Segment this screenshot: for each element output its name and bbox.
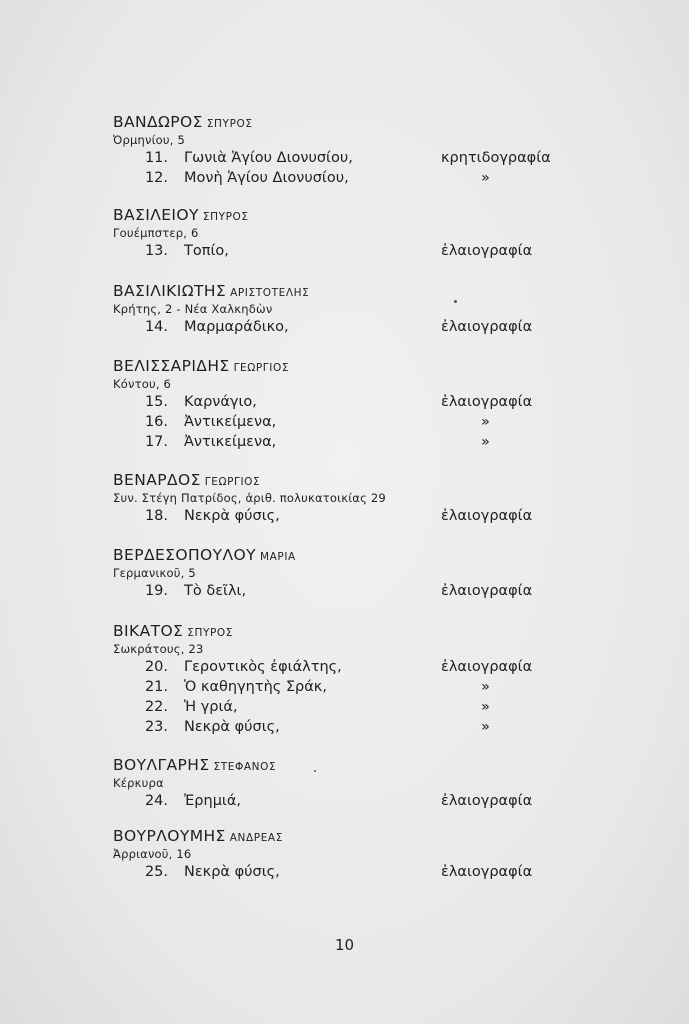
- work-number: 22.: [144, 699, 168, 715]
- work-title: Μαρμαράδικο,: [184, 319, 289, 335]
- artist-surname: ΒΑΣΙΛΕΙΟΥ: [113, 206, 199, 224]
- artist-first-name: ΜΑΡΙΑ: [259, 551, 296, 563]
- artist-address: Κόντου, 6: [113, 377, 172, 391]
- artist-name: [113, 113, 563, 133]
- work-technique: ἐλαιογραφία: [441, 394, 533, 410]
- artist-name: [113, 622, 563, 642]
- work-technique: ἐλαιογραφία: [441, 659, 533, 675]
- artist-address: Συν. Στέγη Πατρίδος, ἀριθ. πολυκατοικίας 29: [113, 491, 386, 505]
- work-title: Γεροντικὸς ἐφιάλτης,: [184, 659, 342, 675]
- scan-speck: [314, 770, 316, 772]
- artist-entry: [113, 206, 563, 261]
- artist-entry: [113, 756, 563, 811]
- artist-first-name: ΣΤΕΦΑΝΟΣ: [213, 761, 277, 773]
- artist-surname: ΒΑΝΔΩΡΟΣ: [113, 113, 203, 131]
- work-item: [113, 657, 563, 677]
- work-item: [113, 717, 563, 737]
- work-number: 15.: [144, 394, 168, 410]
- artist-surname: ΒΟΥΡΛΟΥΜΗΣ: [113, 827, 226, 845]
- work-item: [113, 168, 563, 188]
- work-technique-ditto: »: [481, 679, 490, 695]
- scan-speck: [454, 300, 457, 303]
- artist-first-name: ΓΕΩΡΓΙΟΣ: [233, 362, 290, 374]
- work-technique: ἐλαιογραφία: [441, 793, 533, 809]
- artist-entry: [113, 622, 563, 737]
- work-number: 21.: [144, 679, 168, 695]
- artist-entry: [113, 546, 563, 601]
- artist-surname: ΒΟΥΛΓΑΡΗΣ: [113, 756, 210, 774]
- artist-name: [113, 357, 563, 377]
- artist-name: [113, 206, 563, 226]
- work-technique: ἐλαιογραφία: [441, 583, 533, 599]
- artist-address: Σωκράτους, 23: [113, 642, 204, 656]
- work-number: 20.: [144, 659, 168, 675]
- artist-entry: [113, 827, 563, 882]
- work-technique: ἐλαιογραφία: [441, 243, 533, 259]
- work-number: 13.: [144, 243, 168, 259]
- artist-address: Κέρκυρα: [113, 776, 164, 790]
- artist-first-name: ΣΠΥΡΟΣ: [206, 118, 253, 130]
- work-technique-ditto: »: [481, 170, 490, 186]
- artist-surname: ΒΕΛΙΣΣΑΡΙΔΗΣ: [113, 357, 230, 375]
- artist-first-name: ΑΝΔΡΕΑΣ: [229, 832, 283, 844]
- artist-address: Γερμανικοῦ, 5: [113, 566, 196, 580]
- work-number: 18.: [144, 508, 168, 524]
- artist-address: Κρήτης, 2 - Νέα Χαλκηδὼν: [113, 302, 273, 316]
- work-number: 23.: [144, 719, 168, 735]
- artist-address: Ὀρμηνίου, 5: [113, 133, 185, 147]
- artist-address: Γουέμπστερ, 6: [113, 226, 199, 240]
- work-title: Μονὴ Ἁγίου Διονυσίου,: [184, 170, 349, 186]
- artist-entry: [113, 282, 563, 337]
- work-technique: κρητιδογραφία: [441, 150, 551, 166]
- work-title: Ἀντικείμενα,: [184, 414, 277, 430]
- work-title: Νεκρὰ φύσις,: [184, 508, 280, 524]
- artist-name: [113, 546, 563, 566]
- work-number: 25.: [144, 864, 168, 880]
- work-number: 14.: [144, 319, 168, 335]
- work-technique: ἐλαιογραφία: [441, 508, 533, 524]
- artist-surname: ΒΕΡΔΕΣΟΠΟΥΛΟΥ: [113, 546, 256, 564]
- artist-name: [113, 756, 563, 776]
- work-item: [113, 697, 563, 717]
- work-number: 17.: [144, 434, 168, 450]
- work-item: [113, 317, 563, 337]
- work-number: 11.: [144, 150, 168, 166]
- work-item: [113, 148, 563, 168]
- work-title: Καρνάγιο,: [184, 394, 257, 410]
- page-number: 10: [334, 936, 355, 954]
- work-number: 12.: [144, 170, 168, 186]
- artist-surname: ΒΙΚΑΤΟΣ: [113, 622, 184, 640]
- artist-name: [113, 471, 563, 491]
- work-item: [113, 392, 563, 412]
- work-title: Τὸ δεῖλι,: [184, 583, 247, 599]
- work-number: 16.: [144, 414, 168, 430]
- work-technique: ἐλαιογραφία: [441, 864, 533, 880]
- work-title: Ἡ γριά,: [184, 699, 238, 715]
- work-title: Ὁ καθηγητὴς Σράκ,: [184, 679, 327, 695]
- work-item: [113, 241, 563, 261]
- artist-first-name: ΑΡΙΣΤΟΤΕΛΗΣ: [230, 287, 310, 299]
- work-title: Τοπίο,: [184, 243, 229, 259]
- work-item: [113, 791, 563, 811]
- work-item: [113, 432, 563, 452]
- artist-surname: ΒΑΣΙΛΙΚΙΩΤΗΣ: [113, 282, 227, 300]
- artist-name: [113, 282, 563, 302]
- artist-first-name: ΓΕΩΡΓΙΟΣ: [204, 476, 261, 488]
- work-title: Νεκρὰ φύσις,: [184, 864, 280, 880]
- work-technique-ditto: »: [481, 414, 490, 430]
- artist-entry: [113, 113, 563, 188]
- work-title: Γωνιὰ Ἁγίου Διονυσίου,: [184, 150, 353, 166]
- artist-name: [113, 827, 563, 847]
- artist-surname: ΒΕΝΑΡΔΟΣ: [113, 471, 201, 489]
- work-technique: ἐλαιογραφία: [441, 319, 533, 335]
- work-item: [113, 862, 563, 882]
- work-title: Ἀντικείμενα,: [184, 434, 277, 450]
- artist-entry: [113, 357, 563, 452]
- work-title: Νεκρὰ φύσις,: [184, 719, 280, 735]
- artist-address: Ἀρριανοῦ, 16: [113, 847, 192, 861]
- work-number: 19.: [144, 583, 168, 599]
- work-technique-ditto: »: [481, 434, 490, 450]
- work-technique-ditto: »: [481, 699, 490, 715]
- work-item: [113, 412, 563, 432]
- work-item: [113, 677, 563, 697]
- artist-entry: [113, 471, 563, 526]
- work-number: 24.: [144, 793, 168, 809]
- work-item: [113, 506, 563, 526]
- artist-first-name: ΣΠΥΡΟΣ: [202, 211, 249, 223]
- artist-first-name: ΣΠΥΡΟΣ: [187, 627, 234, 639]
- work-item: [113, 581, 563, 601]
- work-technique-ditto: »: [481, 719, 490, 735]
- work-title: Ἐρημιά,: [184, 793, 242, 809]
